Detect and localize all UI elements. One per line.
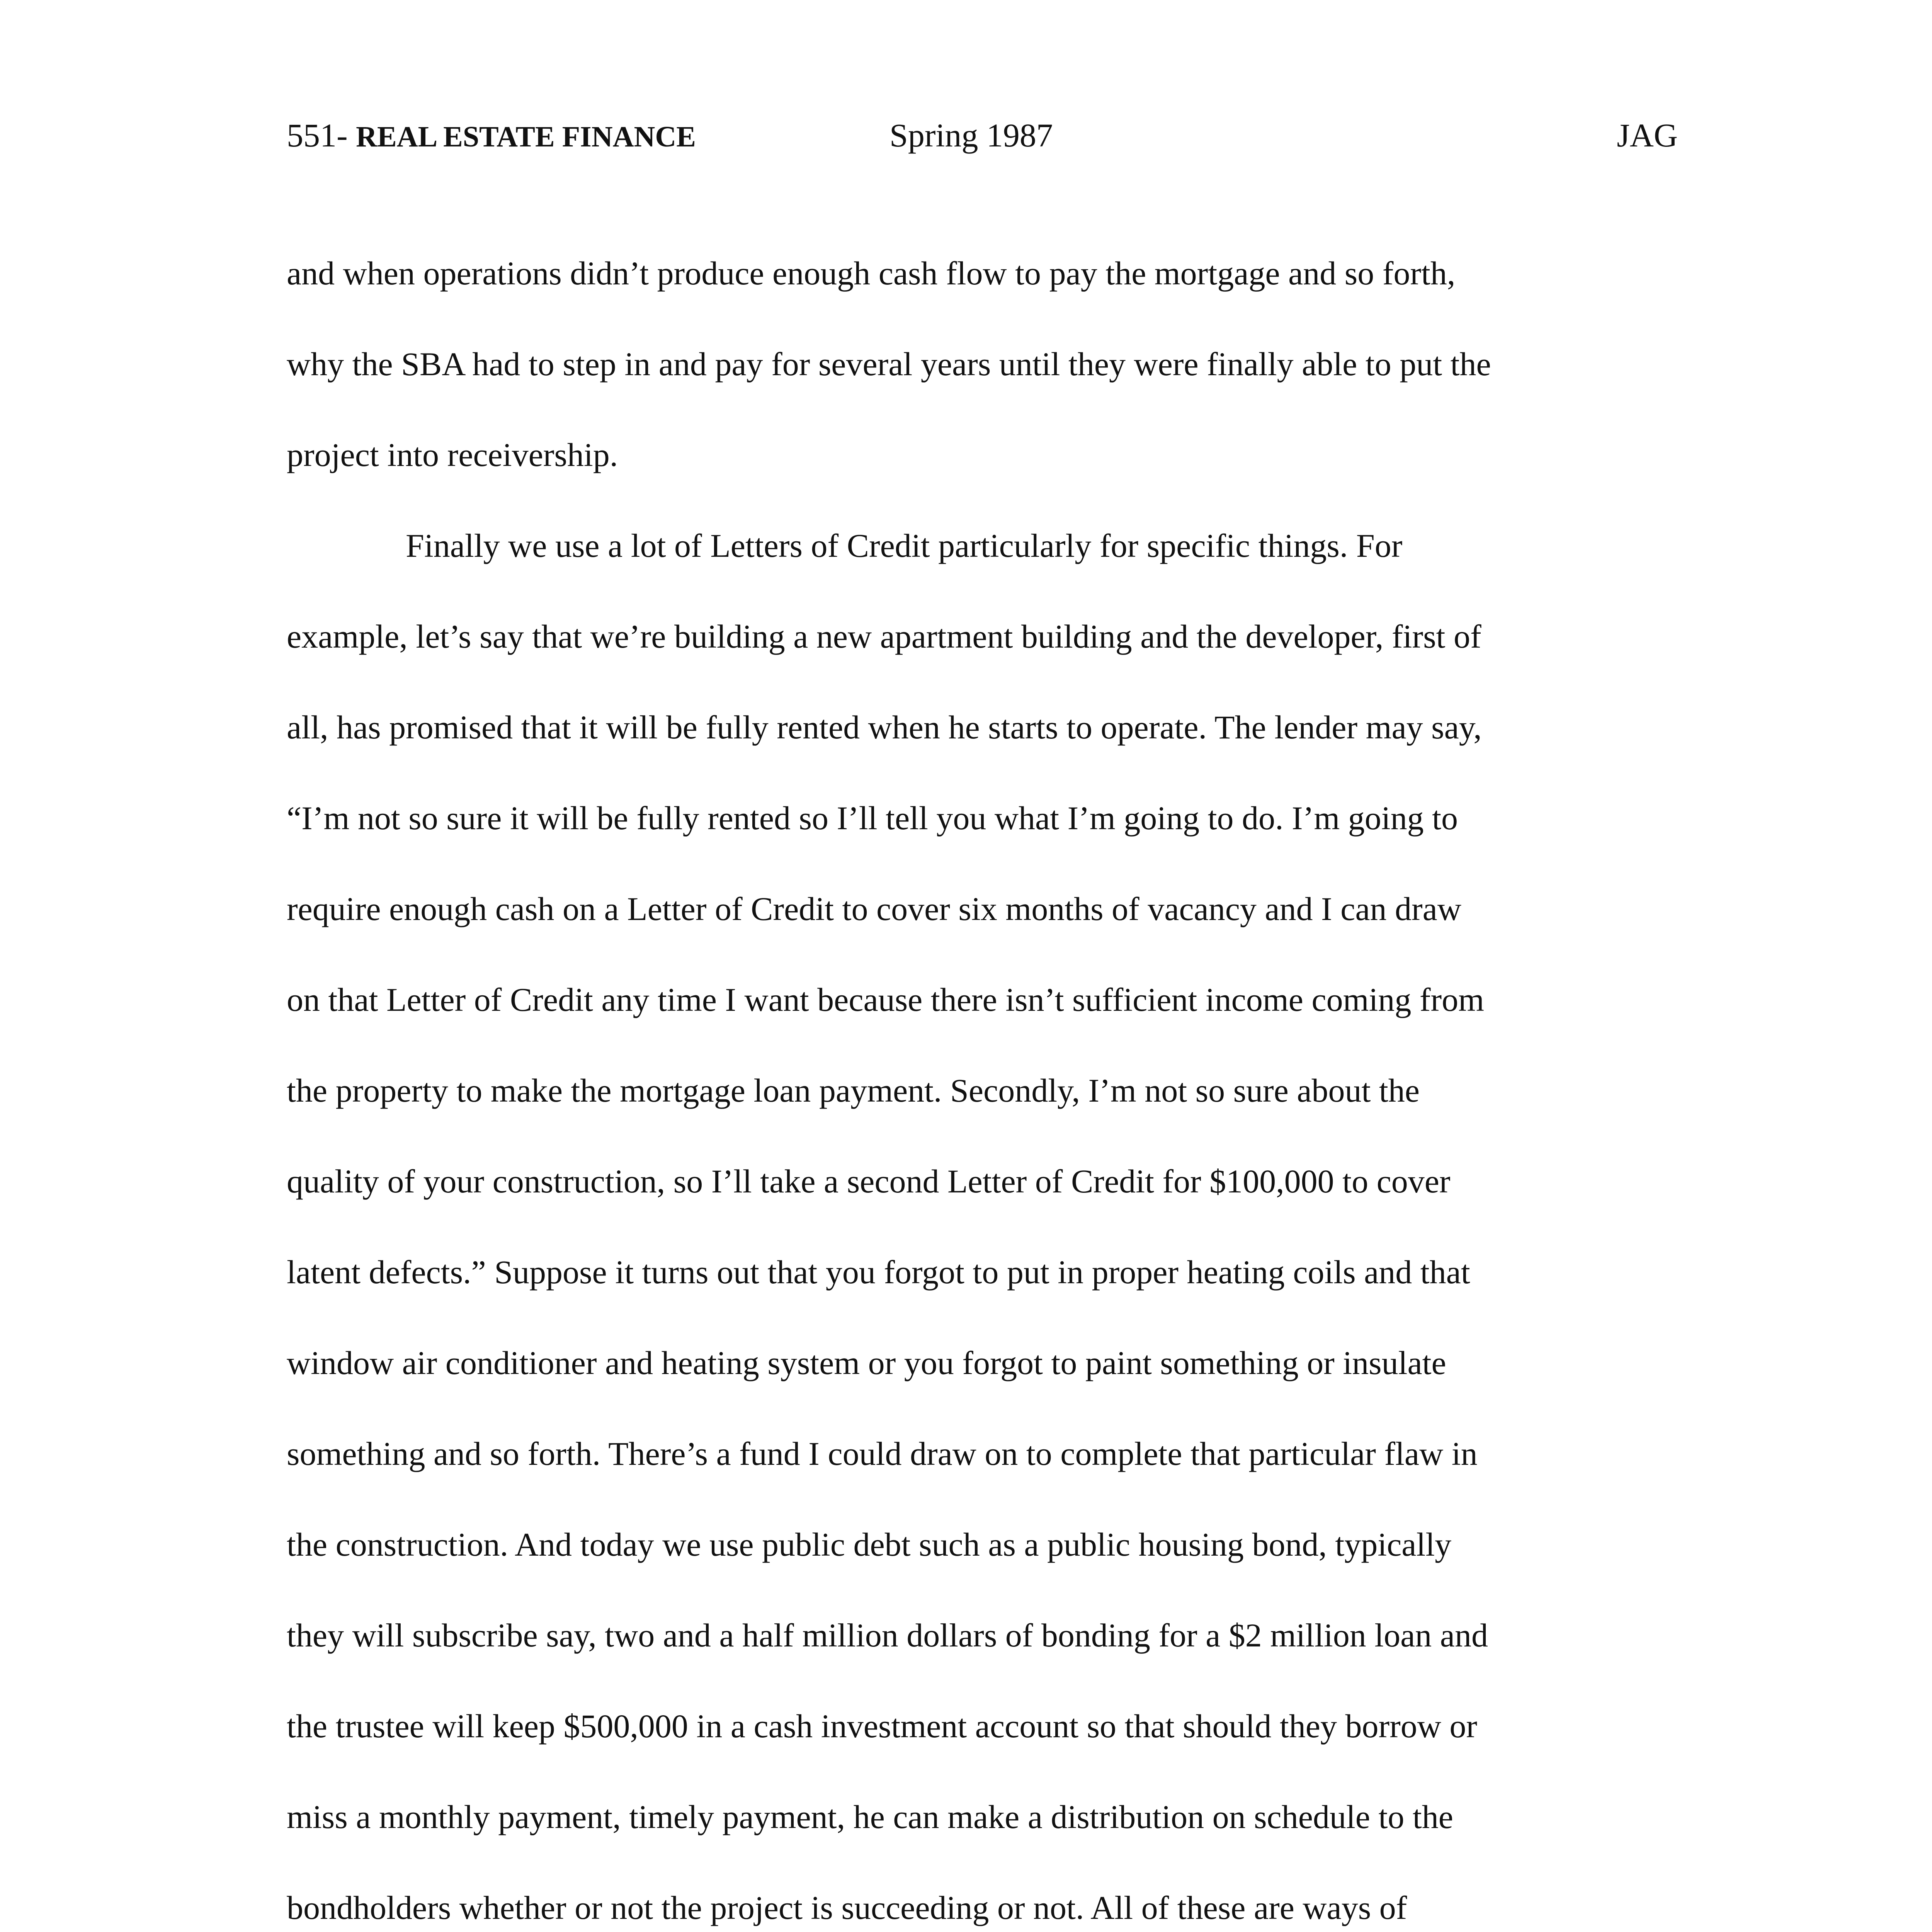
text-line: “I’m not so sure it will be fully rented so I’ll tell you what I’m going to do. I’m going to <box>287 799 1458 837</box>
text-line: the construction. And today we use public debt such as a public housing bond, typically <box>287 1526 1452 1563</box>
text-line: project into receivership. <box>287 436 618 473</box>
text-line: and when operations didn’t produce enough cash flow to pay the mortgage and so forth, <box>287 255 1456 292</box>
text-line: why the SBA had to step in and pay for several years until they were finally able to put the <box>287 345 1491 383</box>
header-term: Spring 1987 <box>889 117 1053 154</box>
text-line: example, let’s say that we’re building a new apartment building and the developer, first of <box>287 618 1481 655</box>
text-line: bondholders whether or not the project is succeeding or not. All of these are ways of <box>287 1889 1407 1926</box>
header-initials: JAG <box>1617 117 1678 154</box>
body-text <box>287 228 1678 1932</box>
text-line: require enough cash on a Letter of Credit to cover six months of vacancy and I can draw <box>287 890 1461 927</box>
paragraph-start-line: Finally we use a lot of Letters of Credit particularly for specific things. For <box>406 527 1403 564</box>
text-line: the trustee will keep $500,000 in a cash investment account so that should they borrow or <box>287 1708 1477 1745</box>
page-header <box>287 116 1678 162</box>
text-line: latent defects.” Suppose it turns out that you forgot to put in proper heating coils and that <box>287 1253 1470 1291</box>
text-line: quality of your construction, so I’ll take a second Letter of Credit for $100,000 to cover <box>287 1163 1451 1200</box>
text-line: the property to make the mortgage loan payment. Secondly, I’m not so sure about the <box>287 1072 1420 1109</box>
text-line: something and so forth. There’s a fund I could draw on to complete that particular flaw in <box>287 1435 1478 1472</box>
text-line: they will subscribe say, two and a half million dollars of bonding for a $2 million loan and <box>287 1617 1488 1654</box>
course-name: REAL ESTATE FINANCE <box>356 121 696 153</box>
course-number: 551- <box>287 117 348 154</box>
text-line: window air conditioner and heating system or you forgot to paint something or insulate <box>287 1344 1446 1381</box>
text-line: miss a monthly payment, timely payment, he can make a distribution on schedule to the <box>287 1798 1453 1835</box>
text-line: on that Letter of Credit any time I want because there isn’t sufficient income coming from <box>287 981 1485 1018</box>
text-line: all, has promised that it will be fully rented when he starts to operate. The lender may say, <box>287 709 1482 746</box>
header-course <box>287 116 696 155</box>
